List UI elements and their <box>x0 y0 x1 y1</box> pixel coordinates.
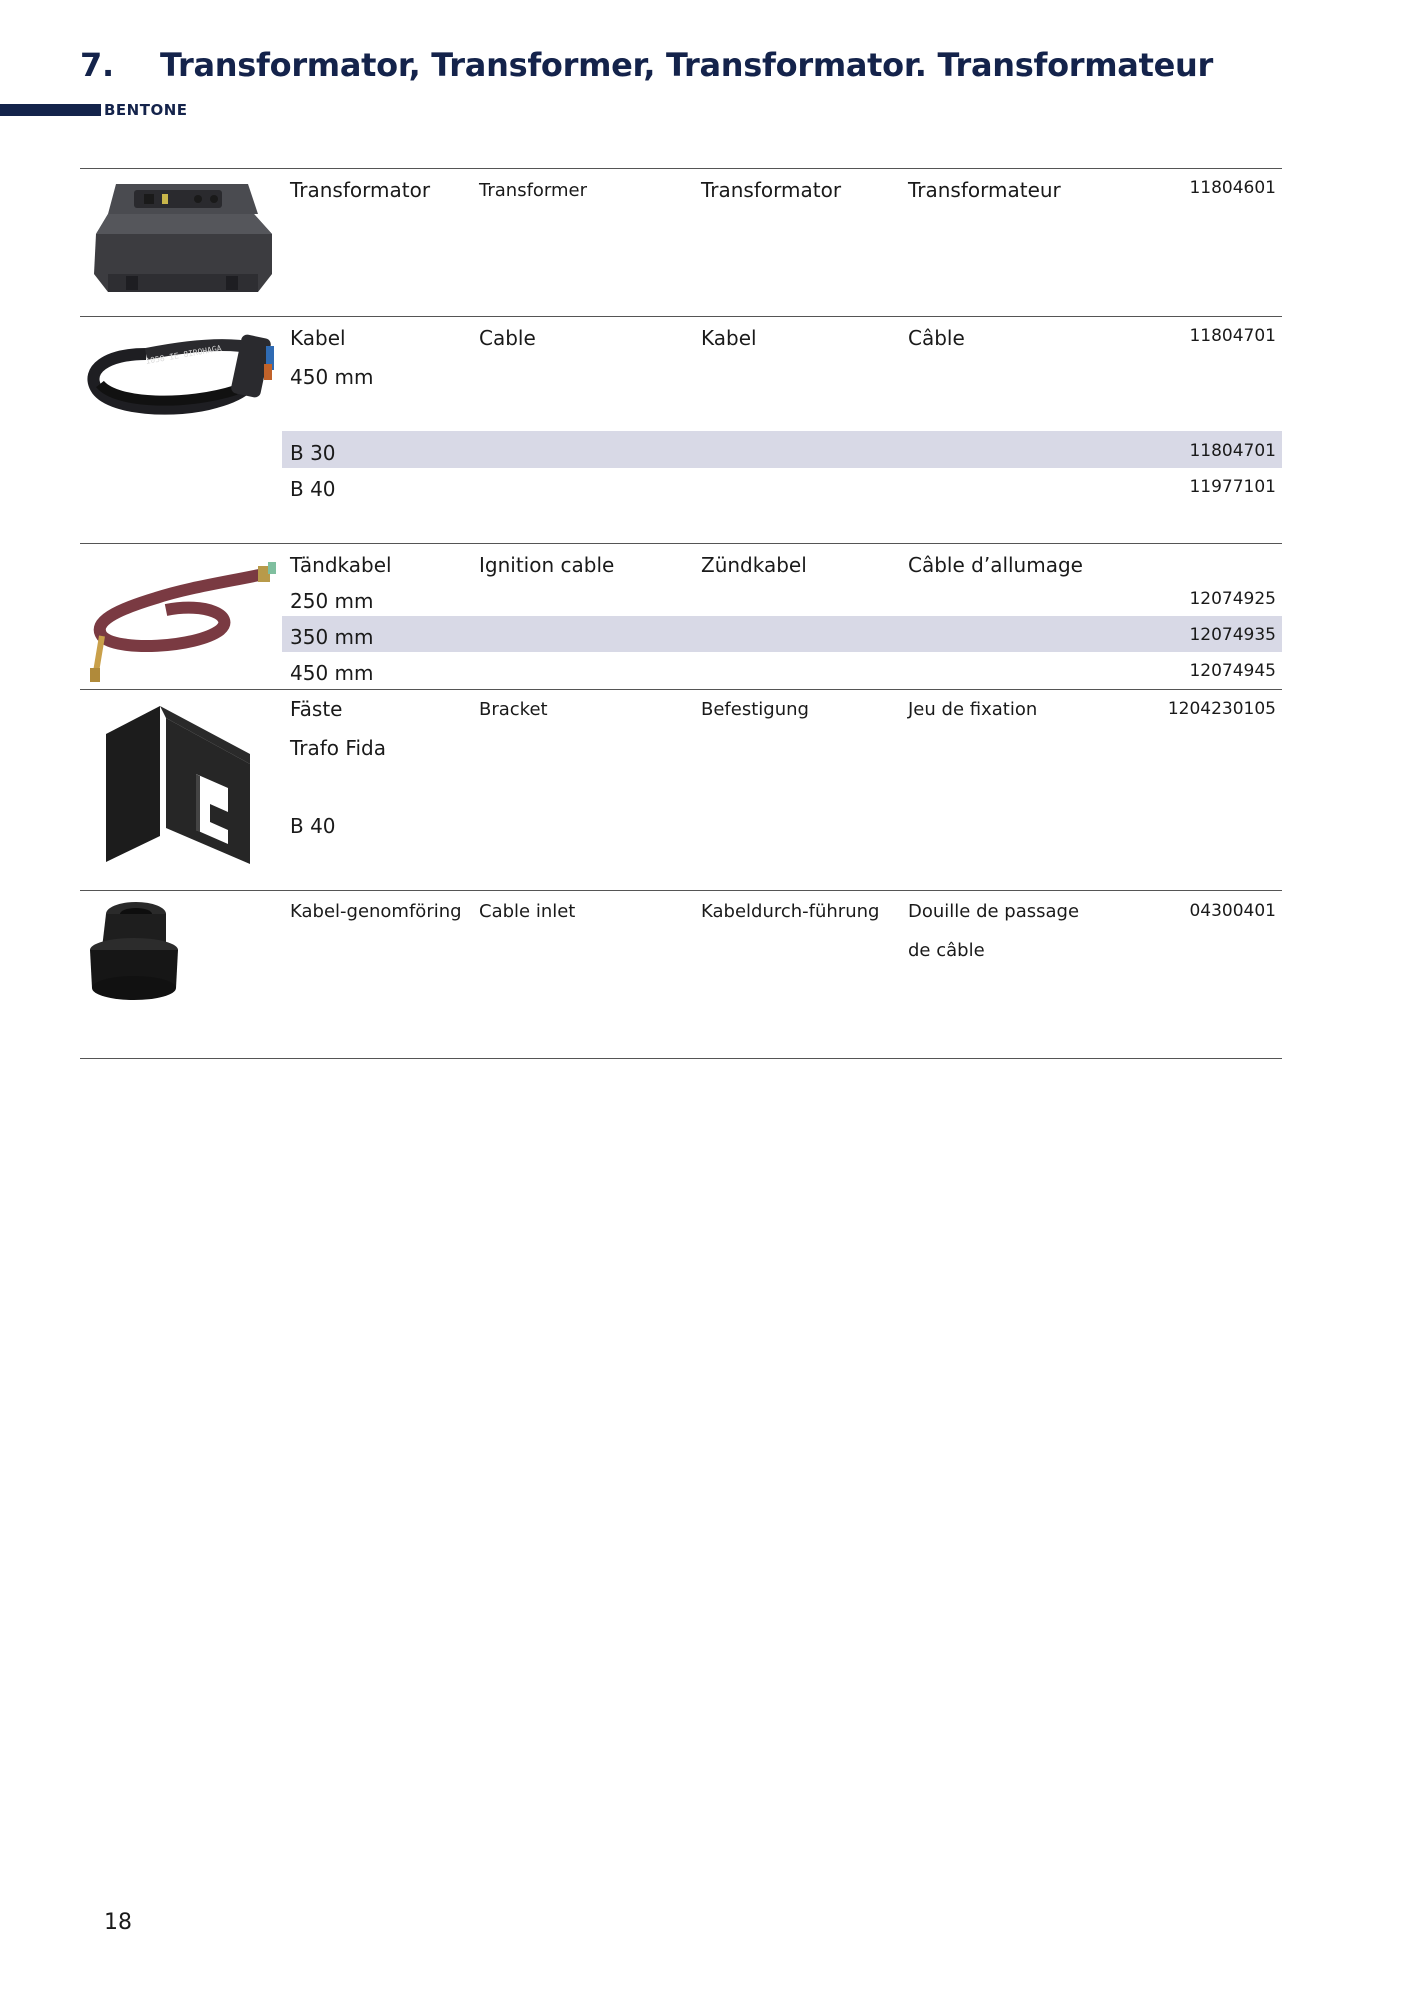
section-title: Transformator, Transformer, Transformator. Transformateur <box>160 46 1213 84</box>
ignition-cable-image <box>86 552 278 684</box>
article-number: 04300401 <box>1189 901 1276 921</box>
brand-bar <box>0 104 101 116</box>
variant-article: 12074935 <box>1189 625 1276 645</box>
cell-swedish: Kabel <box>290 326 346 350</box>
cell-variant: B 40 <box>290 814 336 838</box>
cell-french: Transformateur <box>908 178 1061 202</box>
cell-german: Kabel <box>701 326 757 350</box>
variant-article: 11804701 <box>1189 441 1276 461</box>
cell-german: Zündkabel <box>701 553 807 577</box>
table-rule <box>80 689 1282 690</box>
variant-article: 12074945 <box>1189 661 1276 681</box>
brand-name: BENTONE <box>104 101 188 119</box>
page-title <box>80 46 1213 84</box>
table-rule <box>80 168 1282 169</box>
cell-french-continued: de câble <box>908 940 985 961</box>
cell-english: Bracket <box>479 699 548 720</box>
cell-length: 450 mm <box>290 365 374 389</box>
page-number: 18 <box>104 1910 132 1935</box>
cell-swedish: Tändkabel <box>290 553 392 577</box>
cell-swedish: Fäste <box>290 697 343 721</box>
cable-image <box>86 324 278 422</box>
cell-german: Transformator <box>701 178 842 202</box>
variant-label: 450 mm <box>290 661 374 685</box>
svg-text:1058 IE 8IROHAGA: 1058 IE 8IROHAGA <box>144 343 223 366</box>
table-rule <box>80 543 1282 544</box>
cell-german: Kabeldurch-führung <box>701 901 880 922</box>
cell-english: Cable <box>479 326 536 350</box>
variant-article: 11977101 <box>1189 477 1276 497</box>
cell-swedish: Kabel-genomföring <box>290 901 462 922</box>
variant-article: 12074925 <box>1189 589 1276 609</box>
table-rule <box>80 1058 1282 1059</box>
cell-french: Jeu de fixation <box>908 699 1038 720</box>
cell-german: Befestigung <box>701 699 809 720</box>
cable-inlet-image <box>86 898 182 1008</box>
variant-label: B 30 <box>290 441 336 465</box>
article-number: 1204230105 <box>1167 699 1276 719</box>
cell-english: Transformer <box>479 180 588 201</box>
article-number: 11804701 <box>1189 326 1276 346</box>
cell-french: Câble d’allumage <box>908 553 1083 577</box>
variant-label: 350 mm <box>290 625 374 649</box>
shaded-row <box>282 431 1282 468</box>
cell-english: Cable inlet <box>479 901 576 922</box>
cell-swedish: Transformator <box>290 178 431 202</box>
cell-model: Trafo Fida <box>290 736 386 760</box>
cell-english: Ignition cable <box>479 553 615 577</box>
table-rule <box>80 316 1282 317</box>
transformer-image <box>86 176 276 301</box>
shaded-row <box>282 616 1282 652</box>
table-rule <box>80 890 1282 891</box>
cell-french: Câble <box>908 326 965 350</box>
variant-label: 250 mm <box>290 589 374 613</box>
section-number: 7. <box>80 46 114 84</box>
article-number: 11804601 <box>1189 178 1276 198</box>
bracket-image <box>100 704 260 866</box>
variant-label: B 40 <box>290 477 336 501</box>
cell-french: Douille de passage <box>908 901 1080 922</box>
